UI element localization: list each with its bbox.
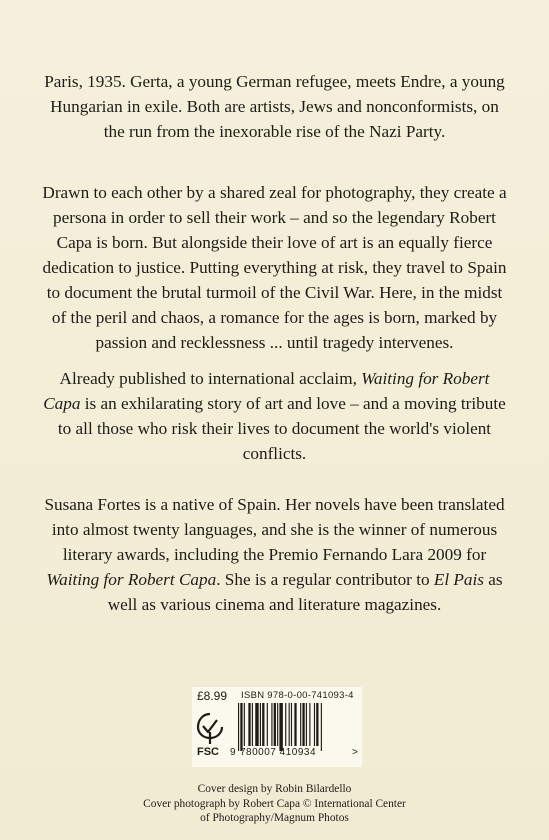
barcode-arrow: > bbox=[352, 747, 358, 758]
author-bio-book-title: Waiting for Robert Capa bbox=[46, 570, 217, 589]
book-title: Waiting for Robert Capa bbox=[43, 369, 490, 413]
blurb-paragraph-3 bbox=[40, 366, 509, 466]
barcode-digits: 780007 410934 bbox=[240, 747, 317, 758]
credit-photo: Cover photograph by Robert Capa © International Center bbox=[143, 797, 406, 810]
cover-credits bbox=[0, 782, 549, 826]
barcode-bars bbox=[238, 703, 348, 751]
author-bio-publication: El Pais bbox=[433, 570, 484, 589]
author-bio-text-c: as well as various cinema and literature magazines. bbox=[107, 570, 503, 614]
fsc-label: FSC bbox=[197, 746, 219, 758]
credit-design: Cover design by Robin Bilardello bbox=[197, 783, 352, 795]
credit-photo-cont: of Photography/Magnum Photos bbox=[200, 812, 349, 824]
author-bio bbox=[40, 492, 509, 617]
barcode-first-digit: 9 bbox=[230, 747, 236, 758]
blurb-paragraph-2: Drawn to each other by a shared zeal for photography, they create a persona in order to sell their work – and so the legendary Robert Capa is born. But alongside their love of art is an equally fierce dedication to justice. Putting everything at risk, they travel to Spain to document the brutal turmoil of the Civil War. Here, in the midst of the peril and chaos, a romance for the ages is born, marked by passion and recklessness ... until tragedy intervenes. bbox=[42, 183, 507, 352]
author-bio-text-a: Susana Fortes is a native of Spain. Her novels have been translated into almost twenty languages, and she is the winner of numerous literary awards, including the Premio Fernando Lara 2009 for bbox=[44, 495, 505, 564]
isbn-label: ISBN 978-0-00-741093-4 bbox=[241, 690, 354, 701]
price-label: £8.99 bbox=[197, 689, 228, 703]
blurb-paragraph-1: Paris, 1935. Gerta, a young German refugee, meets Endre, a young Hungarian in exile. Both are artists, Jews and nonconformists, on the run from the inexorable rise of the Nazi Party. bbox=[44, 72, 505, 141]
fsc-tree-checkmark-icon bbox=[195, 711, 225, 749]
author-bio-text-b: . She is a regular contributor to bbox=[216, 570, 434, 589]
blurb-p3-text-b: is an exhilarating story of art and love – and a moving tribute to all those who risk their lives to document the world's violent conflicts. bbox=[57, 394, 506, 463]
blurb-p3-text-a: Already published to international acclaim, bbox=[59, 369, 362, 388]
